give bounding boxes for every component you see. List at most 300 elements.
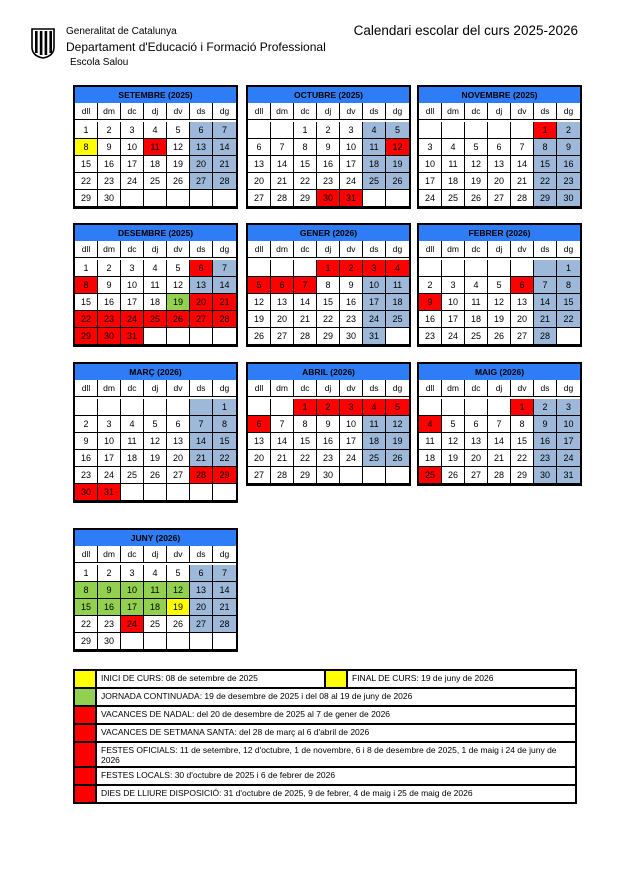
day-cell: 11 <box>419 433 442 450</box>
month-marc <box>73 362 238 503</box>
day-cell: 10 <box>121 139 144 156</box>
day-cell: 11 <box>144 139 167 156</box>
day-cell: 16 <box>98 294 121 311</box>
day-cell: 19 <box>386 156 409 173</box>
day-cell: 13 <box>248 156 271 173</box>
empty-day-cell <box>121 399 144 416</box>
day-cell: 1 <box>511 399 534 416</box>
weekday-header: dll <box>419 380 442 397</box>
day-cell: 19 <box>167 294 190 311</box>
day-cell: 27 <box>190 173 213 190</box>
day-cell: 30 <box>340 328 363 345</box>
weekday-header: dc <box>294 241 317 258</box>
empty-day-cell <box>511 122 534 139</box>
day-cell: 18 <box>386 294 409 311</box>
day-cell: 16 <box>419 311 442 328</box>
day-cell: 5 <box>248 277 271 294</box>
day-cell: 8 <box>317 277 340 294</box>
day-cell: 16 <box>75 450 98 467</box>
day-cell: 7 <box>213 260 236 277</box>
month-setembre <box>73 85 238 209</box>
day-cell: 13 <box>248 433 271 450</box>
day-cell: 21 <box>213 599 236 616</box>
day-cell: 15 <box>317 294 340 311</box>
day-cell: 29 <box>511 467 534 484</box>
day-cell: 5 <box>488 277 511 294</box>
weekday-header: dv <box>340 241 363 258</box>
day-cell: 17 <box>121 156 144 173</box>
day-cell: 8 <box>511 416 534 433</box>
empty-day-cell <box>190 484 213 501</box>
day-cell: 19 <box>167 599 190 616</box>
day-cell: 28 <box>213 173 236 190</box>
day-cell: 6 <box>271 277 294 294</box>
day-cell: 9 <box>98 582 121 599</box>
day-cell: 13 <box>465 433 488 450</box>
day-cell: 16 <box>317 156 340 173</box>
day-cell: 2 <box>419 277 442 294</box>
day-cell: 22 <box>75 311 98 328</box>
legend-row-setmana-santa <box>73 723 577 741</box>
weekday-header: dv <box>511 380 534 397</box>
day-cell: 7 <box>213 565 236 582</box>
day-cell: 15 <box>534 156 557 173</box>
day-cell: 12 <box>248 294 271 311</box>
day-cell: 4 <box>144 122 167 139</box>
day-cell: 20 <box>167 450 190 467</box>
empty-day-cell <box>144 328 167 345</box>
day-cell: 27 <box>167 467 190 484</box>
day-cell: 27 <box>465 467 488 484</box>
legend <box>73 669 577 804</box>
day-cell: 7 <box>511 139 534 156</box>
day-cell: 1 <box>75 260 98 277</box>
day-cell: 18 <box>144 294 167 311</box>
day-cell: 8 <box>213 416 236 433</box>
day-cell: 23 <box>557 173 580 190</box>
day-cell: 5 <box>167 260 190 277</box>
empty-day-cell <box>294 260 317 277</box>
day-cell: 2 <box>534 399 557 416</box>
weekday-header: dc <box>465 103 488 120</box>
weekday-header: dc <box>294 103 317 120</box>
day-cell: 7 <box>190 416 213 433</box>
day-cell: 30 <box>534 467 557 484</box>
empty-day-cell <box>363 467 386 484</box>
day-cell: 18 <box>363 156 386 173</box>
empty-day-cell <box>248 260 271 277</box>
day-cell: 31 <box>121 328 144 345</box>
weekday-header: dg <box>557 103 580 120</box>
day-cell: 21 <box>213 156 236 173</box>
day-cell: 3 <box>98 416 121 433</box>
day-cell: 14 <box>271 433 294 450</box>
weekday-header: dg <box>213 241 236 258</box>
day-cell: 30 <box>317 190 340 207</box>
day-cell: 9 <box>340 277 363 294</box>
day-cell: 10 <box>419 156 442 173</box>
weekday-header: dm <box>98 241 121 258</box>
day-cell: 25 <box>386 311 409 328</box>
day-cell: 6 <box>511 277 534 294</box>
empty-day-cell <box>419 260 442 277</box>
day-cell: 29 <box>75 328 98 345</box>
day-cell: 8 <box>75 139 98 156</box>
empty-day-cell <box>121 190 144 207</box>
day-cell: 3 <box>419 139 442 156</box>
day-cell: 19 <box>144 450 167 467</box>
weekday-header: dj <box>488 103 511 120</box>
day-cell: 11 <box>144 582 167 599</box>
day-cell: 9 <box>419 294 442 311</box>
day-cell: 14 <box>294 294 317 311</box>
month-grid <box>75 380 236 501</box>
day-cell: 27 <box>271 328 294 345</box>
month-title: NOVEMBRE (2025) <box>417 85 582 103</box>
weekday-header: ds <box>363 241 386 258</box>
empty-day-cell <box>190 399 213 416</box>
day-cell: 21 <box>271 450 294 467</box>
empty-day-cell <box>442 122 465 139</box>
day-cell: 10 <box>557 416 580 433</box>
day-cell: 21 <box>294 311 317 328</box>
day-cell: 17 <box>557 433 580 450</box>
empty-day-cell <box>534 260 557 277</box>
month-title: JUNY (2026) <box>73 528 238 546</box>
day-cell: 7 <box>271 416 294 433</box>
day-cell: 11 <box>121 433 144 450</box>
legend-row-festes-locals <box>73 766 577 784</box>
day-cell: 13 <box>167 433 190 450</box>
day-cell: 26 <box>144 467 167 484</box>
day-cell: 3 <box>121 122 144 139</box>
month-juny <box>73 528 238 652</box>
day-cell: 1 <box>534 122 557 139</box>
legend-swatch-red <box>75 786 97 802</box>
day-cell: 1 <box>294 122 317 139</box>
day-cell: 21 <box>534 311 557 328</box>
day-cell: 22 <box>213 450 236 467</box>
day-cell: 19 <box>386 433 409 450</box>
day-cell: 29 <box>534 190 557 207</box>
empty-day-cell <box>419 122 442 139</box>
day-cell: 30 <box>98 633 121 650</box>
day-cell: 19 <box>167 156 190 173</box>
weekday-header: dj <box>317 241 340 258</box>
day-cell: 24 <box>121 173 144 190</box>
day-cell: 31 <box>98 484 121 501</box>
day-cell: 15 <box>75 599 98 616</box>
day-cell: 23 <box>317 450 340 467</box>
empty-day-cell <box>144 399 167 416</box>
day-cell: 18 <box>442 173 465 190</box>
weekday-header: dll <box>75 241 98 258</box>
day-cell: 23 <box>98 173 121 190</box>
day-cell: 15 <box>294 433 317 450</box>
day-cell: 20 <box>248 173 271 190</box>
day-cell: 21 <box>213 294 236 311</box>
day-cell: 22 <box>294 450 317 467</box>
day-cell: 4 <box>144 565 167 582</box>
empty-day-cell <box>488 399 511 416</box>
weekday-header: dm <box>442 241 465 258</box>
day-cell: 22 <box>511 450 534 467</box>
day-cell: 14 <box>213 582 236 599</box>
day-cell: 18 <box>144 599 167 616</box>
empty-day-cell <box>144 484 167 501</box>
empty-day-cell <box>363 190 386 207</box>
empty-day-cell <box>121 633 144 650</box>
weekday-header: dll <box>75 103 98 120</box>
legend-lliure: DIES DE LLIURE DISPOSICIÓ: 31 d'octubre de 2025, 9 de febrer, 4 de maig i 25 de maig de 2026 <box>101 788 473 798</box>
weekday-header: ds <box>190 546 213 563</box>
generalitat-logo-icon <box>30 27 56 59</box>
empty-day-cell <box>442 260 465 277</box>
day-cell: 23 <box>534 450 557 467</box>
weekday-header: dj <box>488 380 511 397</box>
day-cell: 17 <box>419 173 442 190</box>
day-cell: 3 <box>121 565 144 582</box>
day-cell: 1 <box>317 260 340 277</box>
legend-swatch-green <box>75 689 97 705</box>
day-cell: 17 <box>363 294 386 311</box>
day-cell: 4 <box>465 277 488 294</box>
day-cell: 1 <box>557 260 580 277</box>
day-cell: 16 <box>317 433 340 450</box>
weekday-header: dm <box>271 103 294 120</box>
day-cell: 22 <box>317 311 340 328</box>
day-cell: 7 <box>271 139 294 156</box>
month-abril <box>246 362 411 486</box>
day-cell: 27 <box>488 190 511 207</box>
weekday-header: dm <box>98 546 121 563</box>
month-octubre <box>246 85 411 209</box>
weekday-header: dv <box>340 103 363 120</box>
day-cell: 17 <box>340 156 363 173</box>
day-cell: 13 <box>190 139 213 156</box>
day-cell: 10 <box>442 294 465 311</box>
month-title: SETEMBRE (2025) <box>73 85 238 103</box>
day-cell: 8 <box>534 139 557 156</box>
empty-day-cell <box>442 399 465 416</box>
day-cell: 26 <box>167 616 190 633</box>
day-cell: 26 <box>488 328 511 345</box>
empty-day-cell <box>465 122 488 139</box>
day-cell: 12 <box>144 433 167 450</box>
day-cell: 16 <box>340 294 363 311</box>
weekday-header: dll <box>248 103 271 120</box>
month-grid <box>75 546 236 650</box>
legend-swatch-red <box>75 743 97 766</box>
empty-day-cell <box>98 399 121 416</box>
day-cell: 11 <box>363 416 386 433</box>
day-cell: 2 <box>317 399 340 416</box>
day-cell: 28 <box>511 190 534 207</box>
legend-festes-oficials: FESTES OFICIALS: 11 de setembre, 12 d'octubre, 1 de novembre, 6 i 8 de desembre de 2025, 1 de maig i 24 de juny de 2026 <box>101 745 557 765</box>
day-cell: 12 <box>167 277 190 294</box>
day-cell: 22 <box>534 173 557 190</box>
month-grid <box>419 380 580 484</box>
day-cell: 8 <box>294 416 317 433</box>
weekday-header: dj <box>144 380 167 397</box>
weekday-header: ds <box>534 241 557 258</box>
day-cell: 15 <box>75 294 98 311</box>
day-cell: 14 <box>271 156 294 173</box>
legend-swatch-red <box>75 768 97 784</box>
day-cell: 10 <box>98 433 121 450</box>
weekday-header: dm <box>271 380 294 397</box>
weekday-header: dc <box>121 241 144 258</box>
day-cell: 16 <box>557 156 580 173</box>
day-cell: 18 <box>363 433 386 450</box>
weekday-header: dj <box>144 546 167 563</box>
day-cell: 28 <box>294 328 317 345</box>
day-cell: 15 <box>557 294 580 311</box>
day-cell: 6 <box>190 565 213 582</box>
day-cell: 6 <box>190 122 213 139</box>
weekday-header: dc <box>465 241 488 258</box>
day-cell: 29 <box>213 467 236 484</box>
day-cell: 25 <box>442 190 465 207</box>
page-title: Calendari escolar del curs 2025-2026 <box>353 23 578 38</box>
empty-day-cell <box>167 328 190 345</box>
day-cell: 27 <box>511 328 534 345</box>
day-cell: 21 <box>511 173 534 190</box>
month-grid <box>248 380 409 484</box>
day-cell: 6 <box>465 416 488 433</box>
weekday-header: dg <box>213 380 236 397</box>
weekday-header: dg <box>386 380 409 397</box>
day-cell: 10 <box>121 277 144 294</box>
empty-day-cell <box>465 399 488 416</box>
day-cell: 23 <box>75 467 98 484</box>
empty-day-cell <box>271 399 294 416</box>
day-cell: 1 <box>75 565 98 582</box>
day-cell: 28 <box>271 467 294 484</box>
day-cell: 14 <box>488 433 511 450</box>
day-cell: 21 <box>190 450 213 467</box>
month-title: ABRIL (2026) <box>246 362 411 380</box>
day-cell: 20 <box>190 294 213 311</box>
day-cell: 21 <box>271 173 294 190</box>
day-cell: 26 <box>386 450 409 467</box>
day-cell: 10 <box>121 582 144 599</box>
day-cell: 23 <box>340 311 363 328</box>
day-cell: 27 <box>190 311 213 328</box>
day-cell: 11 <box>363 139 386 156</box>
day-cell: 26 <box>386 173 409 190</box>
day-cell: 15 <box>294 156 317 173</box>
weekday-header: dg <box>213 103 236 120</box>
day-cell: 23 <box>98 311 121 328</box>
month-gener <box>246 223 411 347</box>
legend-row-curs <box>73 669 577 687</box>
day-cell: 12 <box>442 433 465 450</box>
day-cell: 25 <box>465 328 488 345</box>
org-name: Generalitat de Catalunya <box>66 26 177 37</box>
empty-day-cell <box>386 190 409 207</box>
school-name: Escola Salou <box>70 57 129 68</box>
day-cell: 3 <box>340 399 363 416</box>
month-title: MAIG (2026) <box>417 362 582 380</box>
day-cell: 5 <box>167 565 190 582</box>
day-cell: 12 <box>167 582 190 599</box>
empty-day-cell <box>190 328 213 345</box>
weekday-header: ds <box>534 103 557 120</box>
weekday-header: dg <box>386 103 409 120</box>
day-cell: 1 <box>75 122 98 139</box>
day-cell: 9 <box>98 139 121 156</box>
day-cell: 23 <box>98 616 121 633</box>
day-cell: 7 <box>294 277 317 294</box>
day-cell: 24 <box>340 450 363 467</box>
day-cell: 9 <box>317 416 340 433</box>
month-grid <box>75 103 236 207</box>
empty-day-cell <box>213 328 236 345</box>
day-cell: 5 <box>465 139 488 156</box>
day-cell: 28 <box>271 190 294 207</box>
empty-day-cell <box>488 122 511 139</box>
legend-row-festes-oficials <box>73 741 577 766</box>
weekday-header: dm <box>98 103 121 120</box>
day-cell: 17 <box>442 311 465 328</box>
weekday-header: dll <box>419 103 442 120</box>
day-cell: 28 <box>190 467 213 484</box>
month-title: FEBRER (2026) <box>417 223 582 241</box>
day-cell: 23 <box>317 173 340 190</box>
day-cell: 9 <box>317 139 340 156</box>
empty-day-cell <box>144 633 167 650</box>
day-cell: 6 <box>488 139 511 156</box>
empty-day-cell <box>121 484 144 501</box>
weekday-header: ds <box>190 103 213 120</box>
weekday-header: dm <box>271 241 294 258</box>
day-cell: 8 <box>75 582 98 599</box>
empty-day-cell <box>386 328 409 345</box>
day-cell: 24 <box>442 328 465 345</box>
day-cell: 29 <box>75 190 98 207</box>
weekday-header: dll <box>248 380 271 397</box>
legend-jornada: JORNADA CONTINUADA: 19 de desembre de 2025 i del 08 al 19 de juny de 2026 <box>101 691 413 701</box>
day-cell: 14 <box>534 294 557 311</box>
day-cell: 25 <box>144 616 167 633</box>
legend-final: FINAL DE CURS: 19 de juny de 2026 <box>352 673 494 683</box>
day-cell: 17 <box>340 433 363 450</box>
weekday-header: dg <box>557 380 580 397</box>
empty-day-cell <box>213 484 236 501</box>
empty-day-cell <box>419 399 442 416</box>
day-cell: 4 <box>386 260 409 277</box>
legend-row-nadal <box>73 705 577 723</box>
day-cell: 1 <box>213 399 236 416</box>
weekday-header: ds <box>363 103 386 120</box>
month-grid <box>248 241 409 345</box>
empty-day-cell <box>190 633 213 650</box>
day-cell: 29 <box>317 328 340 345</box>
day-cell: 25 <box>144 311 167 328</box>
day-cell: 5 <box>442 416 465 433</box>
day-cell: 6 <box>248 139 271 156</box>
day-cell: 6 <box>167 416 190 433</box>
day-cell: 26 <box>248 328 271 345</box>
weekday-header: dv <box>511 103 534 120</box>
weekday-header: ds <box>534 380 557 397</box>
day-cell: 2 <box>340 260 363 277</box>
day-cell: 2 <box>557 122 580 139</box>
legend-inici: INICI DE CURS: 08 de setembre de 2025 <box>101 673 258 683</box>
day-cell: 25 <box>419 467 442 484</box>
empty-day-cell <box>167 399 190 416</box>
